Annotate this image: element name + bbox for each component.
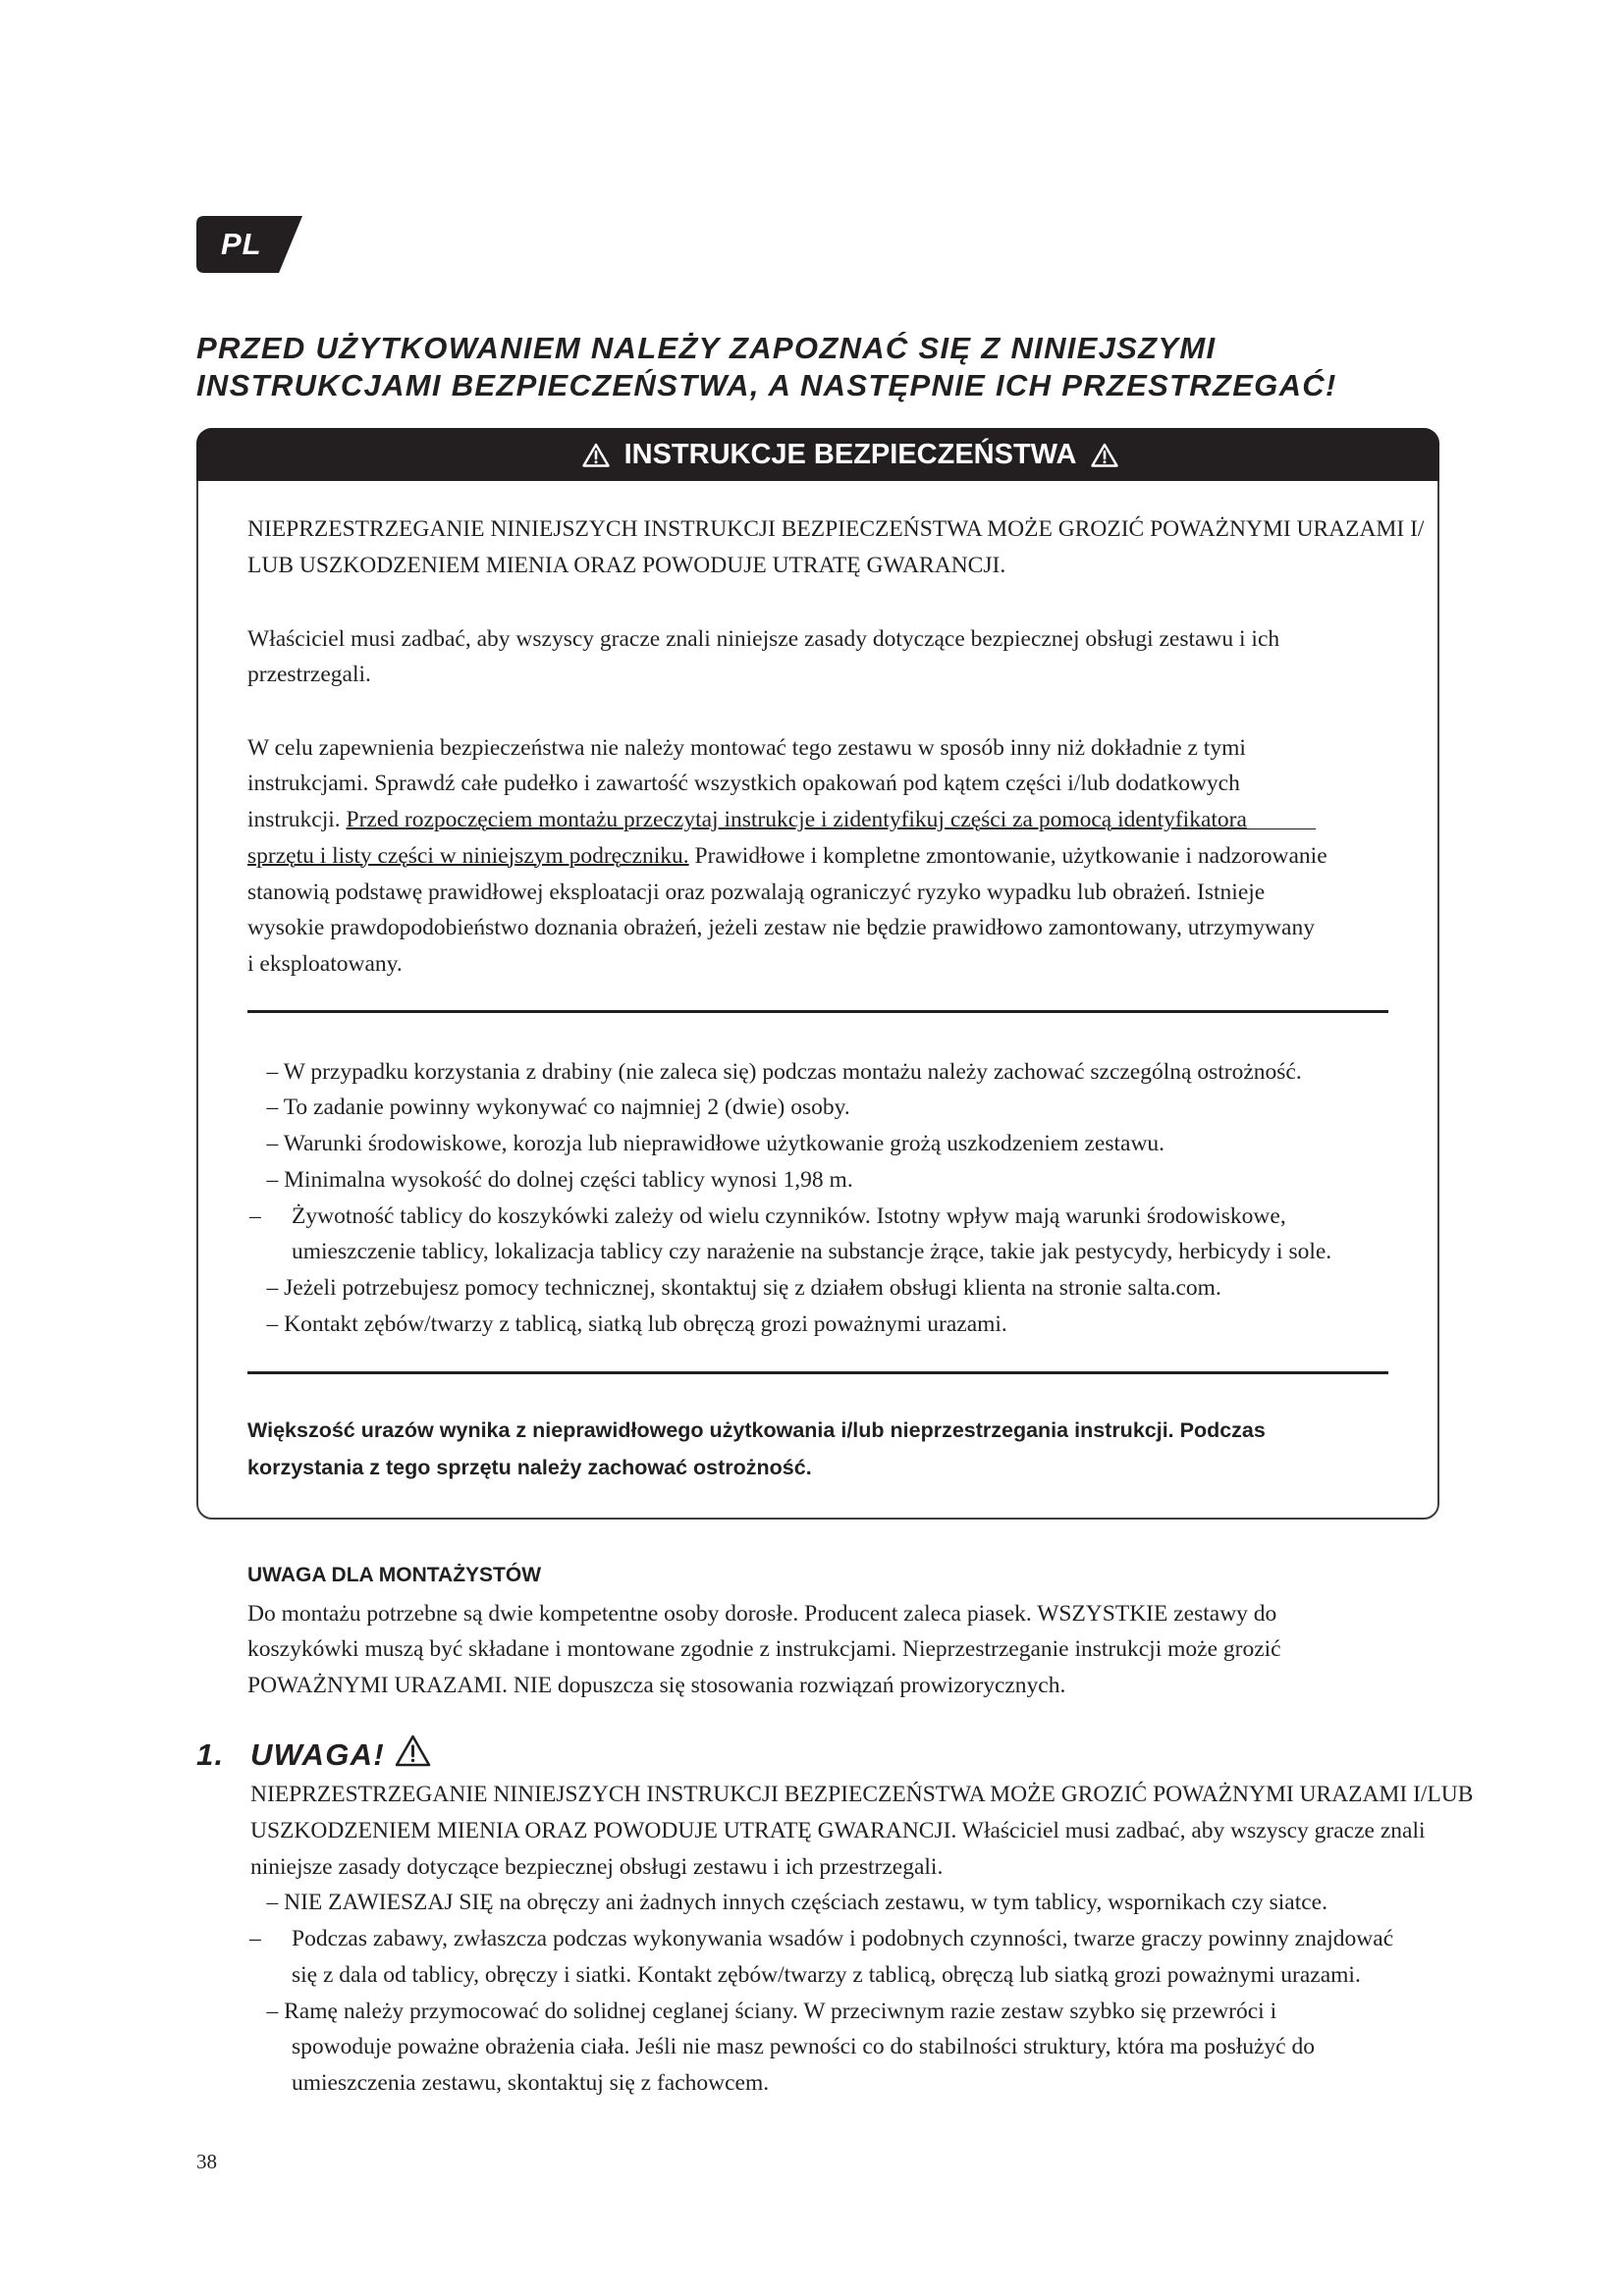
owner-note-paragraph xyxy=(247,621,1279,694)
safety-bullet-list xyxy=(247,1054,1331,1343)
paragraph-line: USZKODZENIEM MIENIA ORAZ POWODUJE UTRATĘ GWARANCJI. Właściciel musi zadbać, aby wszyscy gracze znali xyxy=(250,1817,1426,1843)
underlined-instruction: sprzętu i listy części w niniejszym podręczniku. xyxy=(247,842,689,869)
list-item-continuation xyxy=(247,1234,1331,1270)
list-item-text: się z dala od tablicy, obręczy i siatki. Kontakt zębów/twarzy z tablicą, obręczą lub siatką grozi poważnymi urazami. xyxy=(292,1961,1361,1988)
paragraph-line: Właściciel musi zadbać, aby wszyscy gracze znali niniejsze zasady dotyczące bezpiecznej obsługi zestawu i ich xyxy=(247,625,1280,652)
list-item: – Jeżeli potrzebujesz pomocy technicznej, skontaktuj się z działem obsługi klienta na stronie salta.com. xyxy=(266,1275,1221,1301)
list-item: – NIE ZAWIESZAJ SIĘ na obręczy ani żadnych innych częściach zestawu, w tym tablicy, wspornikach czy siatce. xyxy=(266,1890,1327,1916)
section-title: UWAGA! xyxy=(250,1737,385,1772)
installers-note-title: UWAGA DLA MONTAŻYSTÓW xyxy=(247,1564,542,1586)
assembly-note-paragraph xyxy=(247,730,1327,983)
list-dash: – xyxy=(249,1926,261,1951)
underline-extension xyxy=(1247,828,1316,829)
paragraph-line: NIEPRZESTRZEGANIE NINIEJSZYCH INSTRUKCJI BEZPIECZEŃSTWA MOŻE GROZIĆ POWAŻNYMI URAZAMI I/ xyxy=(247,516,1425,542)
paragraph-line: POWAŻNYMI URAZAMI. NIE dopuszcza się stosowania rozwiązań prowizorycznych. xyxy=(247,1673,1066,1699)
paragraph-line: Do montażu potrzebne są dwie kompetentne osoby dorosłe. Producent zaleca piasek. WSZYSTKIE zestawy do xyxy=(247,1600,1277,1627)
section-body xyxy=(196,1777,1473,2102)
footer-line: korzystania z tego sprzętu należy zachować ostrożność. xyxy=(247,1455,812,1479)
heading-line-1: PRZED UŻYTKOWANIEM NALEŻY ZAPOZNAĆ SIĘ Z NINIEJSZYMI xyxy=(196,331,1217,365)
language-badge xyxy=(196,216,302,273)
paragraph-line: i eksploatowany. xyxy=(247,951,403,978)
list-item xyxy=(247,1199,1331,1235)
paragraph-line: W celu zapewnienia bezpieczeństwa nie należy montować tego zestawu w sposób inny niż dokładnie z tymi xyxy=(247,734,1246,761)
list-item: – To zadanie powinny wykonywać co najmniej 2 (dwie) osoby. xyxy=(266,1095,850,1121)
list-item: – Ramę należy przymocować do solidnej ceglanej ściany. W przeciwnym razie zestaw szybko się przewróci i xyxy=(266,1998,1277,2024)
warning-icon xyxy=(395,1734,431,1768)
heading-line-2: INSTRUKCJAMI BEZPIECZEŃSTWA, A NASTĘPNIE ICH PRZESTRZEGAĆ! xyxy=(196,368,1337,402)
list-item: – Warunki środowiskowe, korozja lub nieprawidłowe użytkowanie grożą uszkodzeniem zestawu. xyxy=(266,1131,1165,1156)
list-item-continuation: umieszczenia zestawu, skontaktuj się z fachowcem. xyxy=(292,2070,770,2096)
divider xyxy=(247,1010,1388,1013)
section-heading xyxy=(196,1734,491,1777)
paragraph-line: wysokie prawdopodobieństwo doznania obrażeń, jeżeli zestaw nie będzie prawidłowo zamontowany, utrzymywany xyxy=(247,915,1315,941)
page-number: 38 xyxy=(196,2150,217,2173)
page-heading xyxy=(196,330,1337,404)
paragraph-text: Prawidłowe i kompletne zmontowanie, użytkowanie i nadzorowanie xyxy=(688,842,1327,869)
footer-line: Większość urazów wynika z nieprawidłowego użytkowania i/lub nieprzestrzegania instrukcji. Podczas xyxy=(247,1418,1266,1442)
safety-box-title: INSTRUKCJE BEZPIECZEŃSTWA xyxy=(623,438,1077,470)
safety-box-footer xyxy=(247,1413,1266,1486)
language-code: PL xyxy=(221,227,262,261)
list-item-continuation: spowoduje poważne obrażenia ciała. Jeśli nie masz pewności co do stabilności struktury, która ma posłużyć do xyxy=(292,2034,1315,2060)
warning-icon xyxy=(582,443,610,467)
list-item: – Kontakt zębów/twarzy z tablicą, siatką lub obręczą grozi poważnymi urazami. xyxy=(266,1310,1007,1337)
installers-note-paragraph xyxy=(247,1596,1281,1704)
safety-box-header xyxy=(196,428,1439,481)
list-item-text: umieszczenie tablicy, lokalizacja tablicy czy narażenie na substancje żrące, takie jak pestycydy, herbicydy i sole. xyxy=(292,1239,1332,1265)
section-number: 1. xyxy=(196,1737,225,1772)
warning-caps-paragraph xyxy=(247,511,1424,584)
list-item-text: Podczas zabawy, zwłaszcza podczas wykonywania wsadów i podobnych czynności, twarze graczy powinny znajdować xyxy=(292,1926,1394,1951)
list-item xyxy=(196,1921,1473,1957)
underlined-instruction: Przed rozpoczęciem montażu przeczytaj instrukcje i zidentyfikuj części za pomocą identyfikatora xyxy=(346,807,1247,833)
paragraph-line: koszykówki muszą być składane i montowane zgodnie z instrukcjami. Nieprzestrzeganie instrukcji może grozić xyxy=(247,1636,1281,1663)
paragraph-line: przestrzegali. xyxy=(247,662,371,688)
paragraph-line: LUB USZKODZENIEM MIENIA ORAZ POWODUJE UTRATĘ GWARANCJI. xyxy=(247,552,1006,578)
list-item-continuation xyxy=(196,1957,1473,1994)
paragraph-line: niniejsze zasady dotyczące bezpiecznej obsługi zestawu i ich przestrzegali. xyxy=(250,1853,944,1880)
paragraph-line xyxy=(247,838,1327,875)
paragraph-line: stanowią podstawę prawidłowej eksploatacji oraz pozwalają ograniczyć ryzyko wypadku lub obrażeń. Istnieje xyxy=(247,879,1266,905)
list-item: – W przypadku korzystania z drabiny (nie zaleca się) podczas montażu należy zachować szczególną ostrożność. xyxy=(266,1058,1302,1085)
safety-instructions-box xyxy=(196,428,1439,1520)
warning-icon xyxy=(1091,443,1118,467)
list-dash: – xyxy=(249,1202,261,1229)
paragraph-line: instrukcjami. Sprawdź całe pudełko i zawartość wszystkich opakowań pod kątem części i/lub dodatkowych xyxy=(247,771,1240,797)
list-item-text: Żywotność tablicy do koszykówki zależy od wielu czynników. Istotny wpływ mają warunki środowiskowe, xyxy=(292,1202,1286,1229)
list-item: – Minimalna wysokość do dolnej części tablicy wynosi 1,98 m. xyxy=(266,1166,853,1193)
paragraph-line: NIEPRZESTRZEGANIE NINIEJSZYCH INSTRUKCJI BEZPIECZEŃSTWA MOŻE GROZIĆ POWAŻNYMI URAZAMI I/LUB xyxy=(250,1782,1474,1807)
paragraph-text: instrukcji. xyxy=(247,807,347,833)
divider xyxy=(247,1371,1388,1374)
paragraph-line xyxy=(247,802,1327,838)
